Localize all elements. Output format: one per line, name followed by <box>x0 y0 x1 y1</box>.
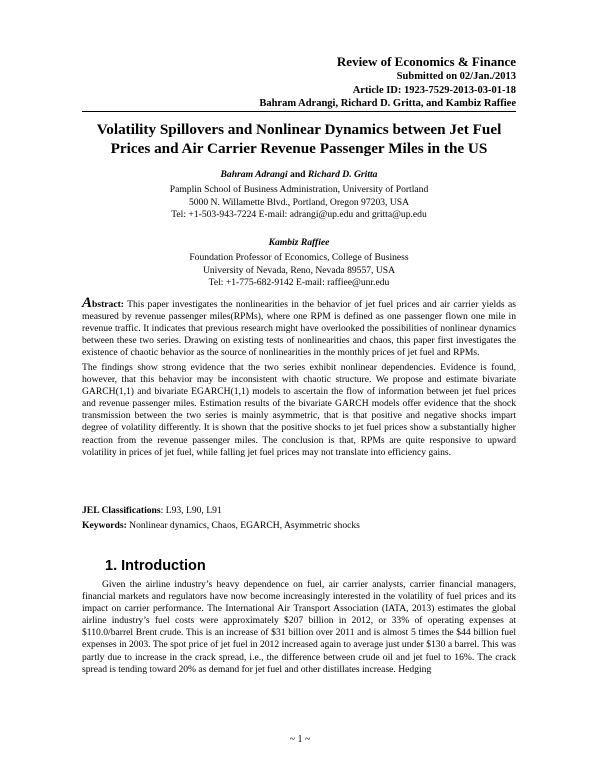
jel-label: JEL Classifications <box>82 505 161 516</box>
header-rule <box>82 111 516 112</box>
journal-header <box>259 54 516 111</box>
jel-value: : L93, L90, L91 <box>160 505 222 516</box>
author-names <box>82 169 516 181</box>
section-heading: 1. Introduction <box>105 558 206 574</box>
affiliation-line: Pamplin School of Business Administration, University of Portland <box>169 184 429 196</box>
submission-date: Submitted on 02/Jan./2013 <box>396 71 516 82</box>
address-line: University of Nevada, Reno, Nevada 89557, USA <box>202 264 396 276</box>
affiliation-line: Foundation Professor of Economics, College of Business <box>189 252 409 264</box>
article-id: Article ID: 1923-7529-2013-03-01-18 <box>352 84 516 96</box>
journal-name: Review of Economics & Finance <box>336 54 516 69</box>
paper-title: Volatility Spillovers and Nonlinear Dynamics between Jet Fuel Prices and Air Carrier Revenue Passenger Miles in the US <box>96 121 502 157</box>
keywords <box>82 520 516 532</box>
intro-paragraph: Given the airline industry’s heavy dependence on fuel, air carrier analysts, carrier financial managers, financial markets and regulators have now become increasingly interested in the volatility of fuel prices and its impact on carrier performance. The International Air Transport Association (IATA, 2013) estimates the global airline industry’s fuel costs were approximately $207 billion in 2012, or 33% of operating expenses at $110.0/barrel Brent crude. This is an increase of $31 billion over 2011 and is almost 5 times the $44 billion fuel expenses in 2003. The spot price of jet fuel in 2012 increased again to average just under $130 a barrel. This was partly due to increase in the crack spread, i.e., the difference between crude oil and jet fuel to 16%. The crack spread is tending toward 20% as demand for jet fuel and other distillates increase. Hedging <box>82 579 516 675</box>
address-line: 5000 N. Willamette Blvd., Portland, Oregon 97203, USA <box>188 196 410 208</box>
header-authors: Bahram Adrangi, Richard D. Gritta, and Kambiz Raffiee <box>259 98 516 109</box>
jel-classifications <box>82 505 516 517</box>
abstract-label: bstract: <box>92 299 124 310</box>
author-name: Bahram Adrangi <box>220 169 288 180</box>
abstract-drop-letter: A <box>82 295 93 311</box>
keywords-label: Keywords: <box>82 520 127 531</box>
author-names <box>82 237 516 249</box>
page-number: ~ 1 ~ <box>289 734 311 745</box>
author-name: Kambiz Raffiee <box>268 237 330 248</box>
keywords-value: Nonlinear dynamics, Chaos, EGARCH, Asymmetric shocks <box>126 520 360 531</box>
contact-line: Tel: +1-503-943-7224 E-mail: adrangi@up.edu and gritta@up.edu <box>171 209 427 221</box>
abstract-text: This paper investigates the nonlinearities in the behavior of jet fuel prices and air carrier yields as measured by revenue passenger miles(RPMs), where one RPM is defined as one passenger flown one mile in revenue traffic. It indicates that previous research might have overlooked the possibilities of nonlinear dynamics between these two series. Drawing on existing tests of nonlinearities and chaos, this paper first investigates the existence of chaotic behavior as the source of nonlinearities in the monthly prices of jet fuel and RPMs. <box>82 299 516 359</box>
abstract-paragraph-1 <box>82 295 516 359</box>
author-conjunction: and <box>290 169 306 180</box>
author-name: Richard D. Gritta <box>307 169 378 180</box>
contact-line: Tel: +1-775-682-9142 E-mail: raffiee@unr.edu <box>208 277 390 289</box>
author-block-1 <box>82 169 516 222</box>
abstract-paragraph-2: The findings show strong evidence that the two series exhibit nonlinear dependencies. Evidence is found, however, that this behavior may be inconsistent with chaotic structure. We propose and estimate bivariate GARCH(1,1) and bivariate EGARCH(1,1) models to ascertain the flow of information between jet fuel prices and revenue passenger miles. Estimation results of the bivariate GARCH models offer evidence that the shock transmission between the two series is mainly asymmetric, that is that positive and negative shocks impart degree of volatility differently. It is shown that the positive shocks to jet fuel prices show a substantially higher reaction from the revenue passenger miles. The conclusion is that, RPMs are quite responsive to upward volatility in prices of jet fuel, while falling jet fuel prices may not translate into efficiency gains. <box>82 362 516 458</box>
author-block-2 <box>82 237 516 290</box>
